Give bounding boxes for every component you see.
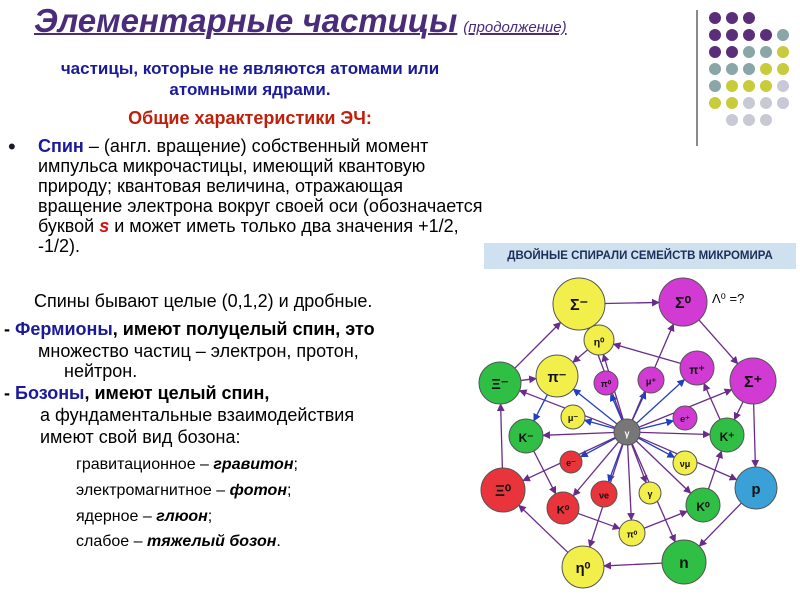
interaction-label: гравитационное – (76, 456, 214, 473)
particle-nu-mu (673, 451, 697, 475)
decor-dot-grid (705, 10, 795, 130)
decor-dot (760, 114, 772, 126)
diagram-link (754, 404, 756, 467)
decor-divider (696, 10, 698, 146)
bosons-text: , имеют целый спин, (84, 383, 270, 403)
decor-dot (777, 97, 789, 109)
particle-label: π⁺ (689, 362, 705, 377)
diagram-link (501, 404, 503, 468)
decor-dot (726, 29, 738, 41)
diagram-link (543, 433, 614, 436)
interaction-weak (76, 533, 281, 551)
section-heading: Общие характеристики ЭЧ: (128, 108, 372, 128)
decor-dot (743, 63, 755, 75)
interaction-label: электромагнитное – (76, 482, 230, 499)
particle-k-plus (710, 418, 744, 452)
decor-dot (760, 46, 772, 58)
decor-dot (726, 97, 738, 109)
particle-k-zero-red (547, 492, 579, 524)
particle-label: e⁻ (566, 457, 576, 468)
interaction-boson: тяжелый бозон (146, 533, 277, 550)
particle-label: π⁻ (547, 370, 567, 386)
particle-k-zero-green (686, 488, 720, 522)
particle-p (735, 467, 777, 509)
particle-sigma-zero (659, 278, 707, 326)
decor-dot (709, 80, 721, 92)
diagram-link (573, 350, 588, 363)
spin-term: Спин (38, 136, 84, 156)
interaction-end: ; (207, 508, 213, 525)
spin-definition-1: – (англ. вращение) собственный момент импульса микрочастицы, имеющий квантовую природу; квантовая величина, отражающая вращение электрона вокруг своей оси (обозначается буквой (38, 136, 483, 236)
bosons-prefix: - (4, 383, 15, 403)
interaction-boson: фотон (229, 482, 287, 499)
decor-dot (777, 46, 789, 58)
diagram-link (521, 379, 536, 381)
diagram-link (613, 344, 680, 363)
particle-eta-zero-bottom (562, 546, 604, 588)
particle-label: π⁰ (626, 529, 638, 540)
particle-label: νμ (679, 459, 691, 470)
diagram-link (640, 432, 710, 434)
particle-e-plus (673, 406, 697, 430)
interaction-boson: гравитон (213, 456, 294, 473)
decor-dot (760, 97, 772, 109)
bosons-line1 (4, 383, 269, 404)
particle-xi-minus (479, 362, 521, 404)
particle-label: Ξ⁻ (491, 377, 509, 393)
particle-label: K⁺ (719, 429, 735, 444)
slide-title (34, 2, 567, 40)
decor-dot (709, 29, 721, 41)
spin-definition-2: и может иметь только два значения +1/2, -1/2). (38, 216, 459, 256)
particle-n (662, 540, 706, 584)
particle-label: μ⁺ (645, 376, 657, 387)
particle-label: Σ⁺ (743, 374, 763, 391)
decor-dot (760, 63, 772, 75)
fermions-line1 (4, 319, 375, 340)
interaction-electromagnetic (76, 482, 291, 500)
decor-dot (743, 29, 755, 41)
interaction-gravity (76, 456, 298, 474)
decor-dot (777, 63, 789, 75)
diagram-link (604, 563, 662, 566)
decor-dot (743, 97, 755, 109)
decor-dot (709, 63, 721, 75)
bosons-line2: а фундаментальные взаимодействия (40, 405, 355, 425)
title-text: Элементарные частицы (34, 2, 458, 39)
particle-eta-zero (584, 325, 614, 355)
spin-symbol: s (99, 216, 110, 236)
decor-dot (726, 12, 738, 24)
bullet-icon: • (8, 134, 16, 159)
diagram-link (632, 444, 647, 483)
spins-note: Спины бывают целые (0,1,2) и дробные. (34, 291, 373, 311)
particle-nu-e (591, 481, 617, 507)
diagram-link (609, 444, 623, 482)
diagram-link (605, 302, 659, 303)
particle-label: Ξ⁰ (494, 483, 512, 500)
particle-diagram (478, 272, 798, 598)
diagram-link (704, 384, 720, 420)
particle-pi-minus (536, 355, 578, 397)
particle-mu-plus (638, 367, 664, 393)
particle-label: Σ⁻ (569, 297, 589, 314)
particle-label: K⁰ (696, 499, 710, 514)
interaction-end: . (276, 533, 281, 550)
diagram-link (628, 445, 632, 520)
interaction-label: слабое – (76, 533, 147, 550)
decor-dot (743, 114, 755, 126)
lambda-question: Λ⁰ =? (712, 291, 745, 306)
particle-label: νe (598, 490, 610, 501)
interaction-end: ; (293, 456, 298, 473)
fermions-line3: нейтрон. (64, 361, 138, 381)
decor-dot (760, 80, 772, 92)
decor-dot (726, 46, 738, 58)
particle-k-minus (509, 419, 543, 453)
spin-definition (38, 136, 488, 256)
decor-dot (743, 12, 755, 24)
interaction-boson: глюон (156, 508, 208, 525)
particle-label: γ (624, 428, 630, 439)
particle-sigma-plus (730, 358, 776, 404)
particle-sigma-minus (553, 278, 605, 330)
diagram-link (709, 451, 722, 489)
decor-dot (726, 80, 738, 92)
particle-label: K⁰ (556, 504, 570, 517)
fermions-text: , имеют полуцелый спин, это (112, 319, 375, 339)
decor-dot (726, 114, 738, 126)
bosons-line3: имеют свой вид бозона: (40, 427, 241, 447)
fermions-line2: множество частиц – электрон, протон, (38, 341, 359, 361)
particle-gamma (614, 419, 640, 445)
particle-label: n (679, 555, 689, 572)
particle-label: η⁰ (593, 336, 605, 349)
diagram-link (644, 511, 687, 528)
particle-label: Σ⁰ (674, 295, 692, 312)
interaction-strong (76, 508, 212, 526)
decor-dot (709, 12, 721, 24)
bosons-term: Бозоны (15, 383, 85, 403)
particle-label: e⁺ (680, 414, 690, 425)
diagram-link (534, 451, 556, 494)
diagram-link (578, 513, 620, 528)
decor-dot (709, 46, 721, 58)
fermions-term: Фермионы (15, 319, 113, 339)
decor-dot (760, 29, 772, 41)
title-note: (продолжение) (463, 19, 567, 36)
interaction-end: ; (287, 482, 292, 499)
particle-mu-minus (561, 405, 585, 429)
particle-xi-zero (481, 468, 525, 512)
decor-dot (777, 80, 789, 92)
interaction-label: ядерное – (76, 508, 157, 525)
particle-label: η⁰ (575, 561, 591, 577)
subtitle: частицы, которые не являются атомами или атомными ядрами. (60, 59, 440, 99)
particle-pi-zero-top (594, 371, 618, 395)
diagram-link (581, 438, 616, 457)
particle-label: μ⁻ (567, 413, 579, 424)
particle-label: γ (647, 488, 653, 499)
fermions-prefix: - (4, 319, 15, 339)
decor-dot (777, 29, 789, 41)
particle-gamma-small (639, 482, 661, 504)
particle-label: p (751, 482, 761, 498)
particle-pi-zero-bottom (619, 520, 645, 546)
particle-label: π⁰ (600, 379, 612, 390)
diagram-title: ДВОЙНЫЕ СПИРАЛИ СЕМЕЙСТВ МИКРОМИРА (484, 243, 796, 269)
particle-pi-plus (680, 351, 714, 385)
particle-label: K⁻ (518, 430, 534, 445)
decor-dot (743, 80, 755, 92)
decor-dot (743, 46, 755, 58)
diagram-link (734, 402, 743, 420)
decor-dot (709, 97, 721, 109)
particle-e-minus (560, 451, 582, 473)
decor-dot (726, 63, 738, 75)
